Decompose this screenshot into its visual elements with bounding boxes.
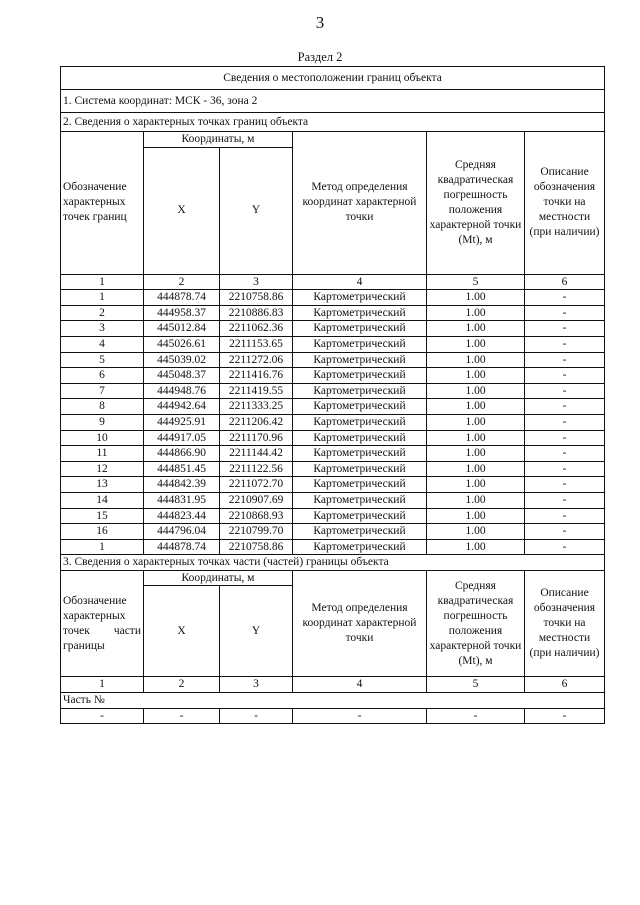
accuracy: 1.00 [427,414,525,430]
method: Картометрический [293,539,427,555]
description: - [525,508,605,524]
coord-x: 444958.37 [144,305,220,321]
header-accuracy: Средняя квадратическая погрешность положения характерной точки (Mt), м [427,132,525,275]
column-number: 4 [293,274,427,290]
coord-y: 2211170.96 [220,430,293,446]
coord-x: 444831.95 [144,492,220,508]
header-y-part: Y [220,586,293,677]
column-number: 5 [427,677,525,693]
point-number: 14 [61,492,144,508]
method: Картометрический [293,461,427,477]
point-number: 6 [61,368,144,384]
table-row [61,399,605,415]
column-number: 1 [61,677,144,693]
header-description: Описание обозначения точки на местности (при наличии) [525,132,605,275]
table-row [61,368,605,384]
column-number: 3 [220,677,293,693]
coord-y: 2211122.56 [220,461,293,477]
header-method-part: Метод определения координат характерной точки [293,570,427,677]
method: Картометрический [293,321,427,337]
point-number: 5 [61,352,144,368]
column-number: 1 [61,274,144,290]
point-number: 16 [61,524,144,540]
description: - [525,477,605,493]
part-cell: - [293,708,427,724]
accuracy: 1.00 [427,508,525,524]
description: - [525,461,605,477]
table-row [61,477,605,493]
part-cell: - [144,708,220,724]
part-cell: - [61,708,144,724]
part-label: Часть № [61,693,605,709]
description: - [525,305,605,321]
coord-y: 2211072.70 [220,477,293,493]
description: - [525,321,605,337]
accuracy: 1.00 [427,352,525,368]
table-row [61,336,605,352]
coord-y: 2211144.42 [220,446,293,462]
description: - [525,414,605,430]
column-number: 3 [220,274,293,290]
coord-y: 2210886.83 [220,305,293,321]
point-number: 11 [61,446,144,462]
table-row [61,461,605,477]
coord-y: 2211419.55 [220,383,293,399]
column-numbers-row [61,274,605,290]
coord-y: 2210758.86 [220,290,293,306]
accuracy: 1.00 [427,305,525,321]
part-row [61,708,605,724]
accuracy: 1.00 [427,539,525,555]
column-number: 5 [427,274,525,290]
coord-x: 444851.45 [144,461,220,477]
column-number: 6 [525,677,605,693]
header-coords-part: Координаты, м [144,570,293,586]
table-row [61,383,605,399]
boundary-table [60,66,605,724]
description: - [525,368,605,384]
description: - [525,352,605,368]
method: Картометрический [293,430,427,446]
coord-x: 444948.76 [144,383,220,399]
column-numbers-row-part [61,677,605,693]
section-title: Раздел 2 [297,50,343,64]
header-designation: Обозначение характерных точек границ [61,132,144,275]
method: Картометрический [293,336,427,352]
coord-y: 2211153.65 [220,336,293,352]
method: Картометрический [293,368,427,384]
point-number: 4 [61,336,144,352]
column-number: 2 [144,274,220,290]
method: Картометрический [293,352,427,368]
part-cell: - [525,708,605,724]
method: Картометрический [293,446,427,462]
point-number: 1 [61,290,144,306]
description: - [525,430,605,446]
header-coords: Координаты, м [144,132,293,148]
table-row [61,446,605,462]
coord-y: 2211062.36 [220,321,293,337]
accuracy: 1.00 [427,430,525,446]
table-title: Сведения о местоположении границ объекта [61,67,605,90]
description: - [525,383,605,399]
method: Картометрический [293,508,427,524]
part-cell: - [427,708,525,724]
part-cell: - [220,708,293,724]
column-number: 6 [525,274,605,290]
description: - [525,446,605,462]
coord-y: 2211272.06 [220,352,293,368]
coord-x: 444866.90 [144,446,220,462]
header-method: Метод определения координат характерной точки [293,132,427,275]
point-number: 10 [61,430,144,446]
coord-x: 444796.04 [144,524,220,540]
coord-x: 444823.44 [144,508,220,524]
method: Картометрический [293,305,427,321]
coord-x: 444942.64 [144,399,220,415]
coord-x: 445048.37 [144,368,220,384]
table-row [61,352,605,368]
method: Картометрический [293,477,427,493]
coord-y: 2211333.25 [220,399,293,415]
point-number: 2 [61,305,144,321]
table-row [61,508,605,524]
table-row [61,539,605,555]
method: Картометрический [293,492,427,508]
point-number: 15 [61,508,144,524]
page-number: 3 [315,13,325,32]
method: Картометрический [293,524,427,540]
coord-x: 445012.84 [144,321,220,337]
point-number: 8 [61,399,144,415]
point-number: 9 [61,414,144,430]
point-number: 3 [61,321,144,337]
coord-x: 444925.91 [144,414,220,430]
coord-y: 2211206.42 [220,414,293,430]
parts-heading: 3. Сведения о характерных точках части (частей) границы объекта [61,555,605,571]
table-row [61,414,605,430]
method: Картометрический [293,290,427,306]
point-number: 12 [61,461,144,477]
accuracy: 1.00 [427,399,525,415]
accuracy: 1.00 [427,446,525,462]
coord-x: 444878.74 [144,539,220,555]
accuracy: 1.00 [427,290,525,306]
coord-y: 2210907.69 [220,492,293,508]
coord-y: 2210799.70 [220,524,293,540]
header-designation-part: Обозначение характерных точек части границы [61,570,144,677]
table-row [61,524,605,540]
coord-x: 445039.02 [144,352,220,368]
header-description-part: Описание обозначения точки на местности (при наличии) [525,570,605,677]
point-number: 13 [61,477,144,493]
coord-x: 444842.39 [144,477,220,493]
header-x-part: X [144,586,220,677]
header-y: Y [220,147,293,274]
accuracy: 1.00 [427,524,525,540]
point-number: 1 [61,539,144,555]
accuracy: 1.00 [427,461,525,477]
coord-x: 444878.74 [144,290,220,306]
accuracy: 1.00 [427,321,525,337]
coord-y: 2211416.76 [220,368,293,384]
point-number: 7 [61,383,144,399]
description: - [525,399,605,415]
accuracy: 1.00 [427,477,525,493]
description: - [525,336,605,352]
description: - [525,539,605,555]
method: Картометрический [293,414,427,430]
table-row [61,305,605,321]
accuracy: 1.00 [427,336,525,352]
column-number: 4 [293,677,427,693]
coord-x: 445026.61 [144,336,220,352]
description: - [525,290,605,306]
table-row [61,430,605,446]
coord-y: 2210868.93 [220,508,293,524]
header-accuracy-part: Средняя квадратическая погрешность положения характерной точки (Mt), м [427,570,525,677]
table-row [61,290,605,306]
description: - [525,492,605,508]
header-x: X [144,147,220,274]
column-number: 2 [144,677,220,693]
coord-system: 1. Система координат: МСК - 36, зона 2 [61,90,605,113]
accuracy: 1.00 [427,383,525,399]
description: - [525,524,605,540]
method: Картометрический [293,383,427,399]
points-heading: 2. Сведения о характерных точках границ объекта [61,113,605,132]
coord-x: 444917.05 [144,430,220,446]
table-row [61,492,605,508]
accuracy: 1.00 [427,492,525,508]
table-row [61,321,605,337]
coord-y: 2210758.86 [220,539,293,555]
method: Картометрический [293,399,427,415]
accuracy: 1.00 [427,368,525,384]
